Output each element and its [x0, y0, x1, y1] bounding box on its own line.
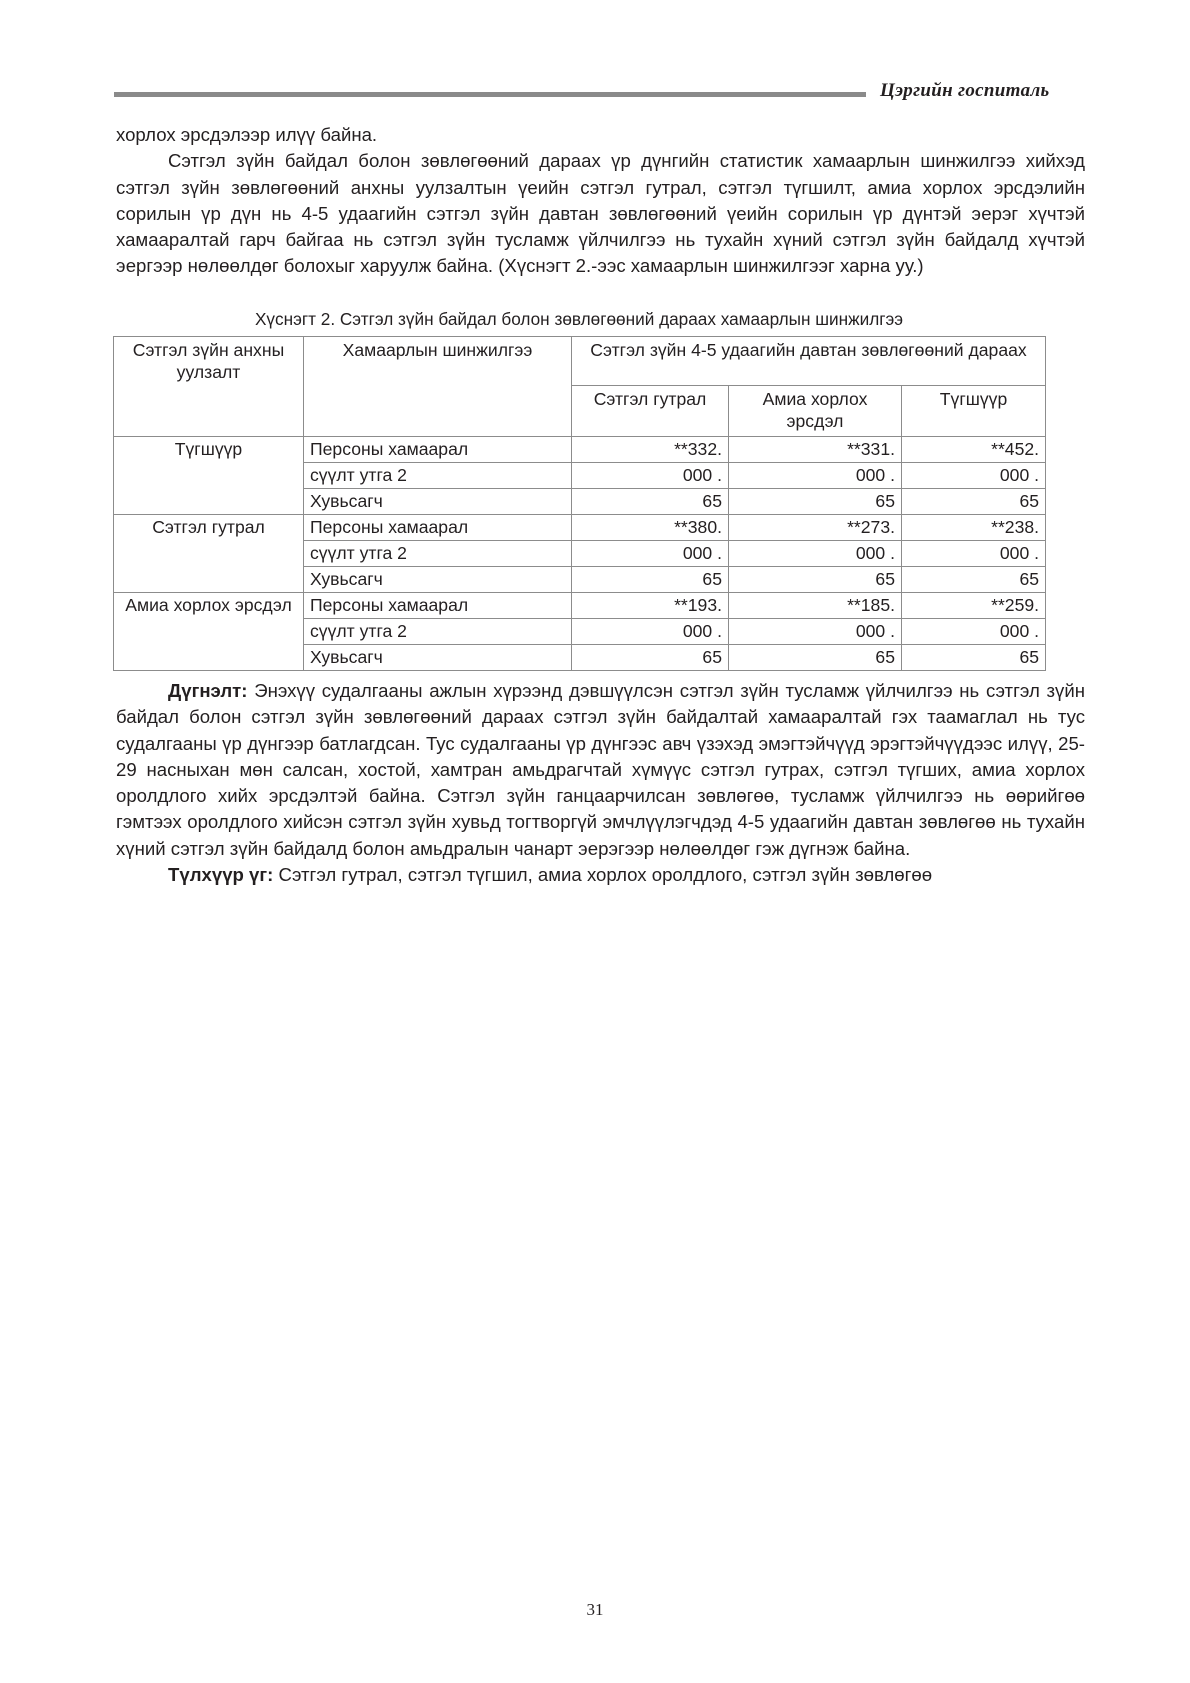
- conclusion-text: Энэхүү судалгааны ажлын хүрээнд дэвшүүлсэн сэтгэл зүйн тусламж үйлчилгээ нь сэтгэл зүйн байдал болон сэтгэл зүйн зөвлөгөөний дараах сэтгэл зүйн байдалтай хамааралтай гэх таамаглал нь тус судалгааны үр дүнгээр батлагдсан. Тус судалгааны үр дүнгээс авч үзэхэд эмэгтэйчүүд эрэгтэйчүүдээс илүү, 25-29 насныхан мөн салсан, хостой, хамтран амьдрагчтай хүмүүс сэтгэл гутрах, сэтгэл түгших, амиа хорлох оролдлого хийх эрсдэлтэй байна. Сэтгэл зүйн ганцаарчилсан зөвлөгөө, тусламж үйлчилгээ нь өөрийгөө гэмтээх оролдлого хийсэн сэтгэл зүйн хувьд тогтворгүй эмчлүүлэгчдэд 4-5 удаагийн давтан зөвлөгөө нь тухайн хүний сэтгэл зүйн байдалд болон амьдралын чанарт эерэгээр нөлөөлдөг гэж дүгнэж байна.: [116, 680, 1085, 859]
- table-cell: **380.: [572, 515, 729, 541]
- carryover-line: хорлох эрсдэлээр илүү байна.: [116, 124, 378, 145]
- table-cell: 65: [729, 489, 902, 515]
- stat-label: сүүлт утга 2: [304, 541, 572, 567]
- group-label: Амиа хорлох эрсдэл: [114, 593, 304, 671]
- header-correlation-analysis: Хамаарлын шинжилгээ: [304, 337, 572, 437]
- table-cell: **273.: [729, 515, 902, 541]
- keywords-label: Түлхүүр үг:: [168, 864, 274, 886]
- table-cell: 000 .: [729, 619, 902, 645]
- table-cell: 000 .: [572, 463, 729, 489]
- table-cell: 000 .: [902, 463, 1046, 489]
- header-anxiety: Түгшүүр: [902, 386, 1046, 437]
- page-number: 31: [586, 1600, 604, 1619]
- stat-label: Персоны хамаарал: [304, 437, 572, 463]
- table-cell: 65: [572, 567, 729, 593]
- table-cell: **331.: [729, 437, 902, 463]
- correlation-table: [113, 336, 1046, 671]
- keywords-text: Сэтгэл гутрал, сэтгэл түгшил, амиа хорлох оролдлого, сэтгэл зүйн зөвлөгөө: [273, 864, 933, 886]
- conclusion-label: Дүгнэлт:: [168, 680, 248, 701]
- table-cell: **185.: [729, 593, 902, 619]
- table-row: [114, 593, 1046, 619]
- table-cell: **259.: [902, 593, 1046, 619]
- table-row: [114, 515, 1046, 541]
- table-cell: 000 .: [729, 541, 902, 567]
- table-cell: **238.: [902, 515, 1046, 541]
- stat-label: Хувьсагч: [304, 489, 572, 515]
- stat-label: Хувьсагч: [304, 645, 572, 671]
- group-label: Түгшүүр: [114, 437, 304, 515]
- stat-label: сүүлт утга 2: [304, 463, 572, 489]
- table-row: [114, 437, 1046, 463]
- table-cell: **332.: [572, 437, 729, 463]
- running-title: Цэргийн госпиталь: [880, 80, 1050, 101]
- stat-label: сүүлт утга 2: [304, 619, 572, 645]
- stat-label: Персоны хамаарал: [304, 515, 572, 541]
- table-cell: 65: [902, 567, 1046, 593]
- table-cell: 65: [729, 645, 902, 671]
- table-cell: 000 .: [572, 541, 729, 567]
- table-cell: 65: [572, 489, 729, 515]
- header-suicide-risk: Амиа хорлох эрсдэл: [729, 386, 902, 437]
- header-depression: Сэтгэл гутрал: [572, 386, 729, 437]
- intro-paragraph: Сэтгэл зүйн байдал болон зөвлөгөөний дараах үр дүнгийн статистик хамаарлын шинжилгээ хийхэд сэтгэл зүйн зөвлөгөөний анхны уулзалтын үеийн сэтгэл гутрал, сэтгэл түгшилт, амиа хорлох эрсдэлийн сорилын үр дүн нь 4-5 удаагийн сэтгэл зүйн давтан зөвлөгөөний үеийн сорилын үр дүнтэй эерэг хүчтэй хамааралтай гарч байгаа нь сэтгэл зүйн тусламж үйлчилгээ нь тухайн хүний сэтгэл зүйн байдалд хүчтэй эергээр нөлөөлдөг болохыг харуулж байна. (Хүснэгт 2.-ээс хамаарлын шинжилгээг харна уу.): [116, 150, 1085, 277]
- table-cell: 65: [572, 645, 729, 671]
- table-caption: Хүснэгт 2. Сэтгэл зүйн байдал болон зөвлөгөөний дараах хамаарлын шинжилгээ: [254, 309, 904, 329]
- stat-label: Персоны хамаарал: [304, 593, 572, 619]
- group-label: Сэтгэл гутрал: [114, 515, 304, 593]
- header-initial-meeting: Сэтгэл зүйн анхны уулзалт: [114, 337, 304, 437]
- table-cell: 000 .: [572, 619, 729, 645]
- keywords-paragraph: [116, 862, 1085, 888]
- table-cell: 65: [729, 567, 902, 593]
- conclusion-paragraph: [116, 678, 1085, 862]
- table-cell: 000 .: [902, 619, 1046, 645]
- header-after-sessions: Сэтгэл зүйн 4-5 удаагийн давтан зөвлөгөөний дараах: [572, 337, 1046, 386]
- table-cell: 65: [902, 645, 1046, 671]
- table-cell: 65: [902, 489, 1046, 515]
- table-cell: **452.: [902, 437, 1046, 463]
- table-cell: **193.: [572, 593, 729, 619]
- stat-label: Хувьсагч: [304, 567, 572, 593]
- table-cell: 000 .: [729, 463, 902, 489]
- header-rule: [114, 92, 866, 97]
- table-cell: 000 .: [902, 541, 1046, 567]
- intro-section: [116, 122, 1085, 280]
- conclusion-section: [116, 678, 1085, 888]
